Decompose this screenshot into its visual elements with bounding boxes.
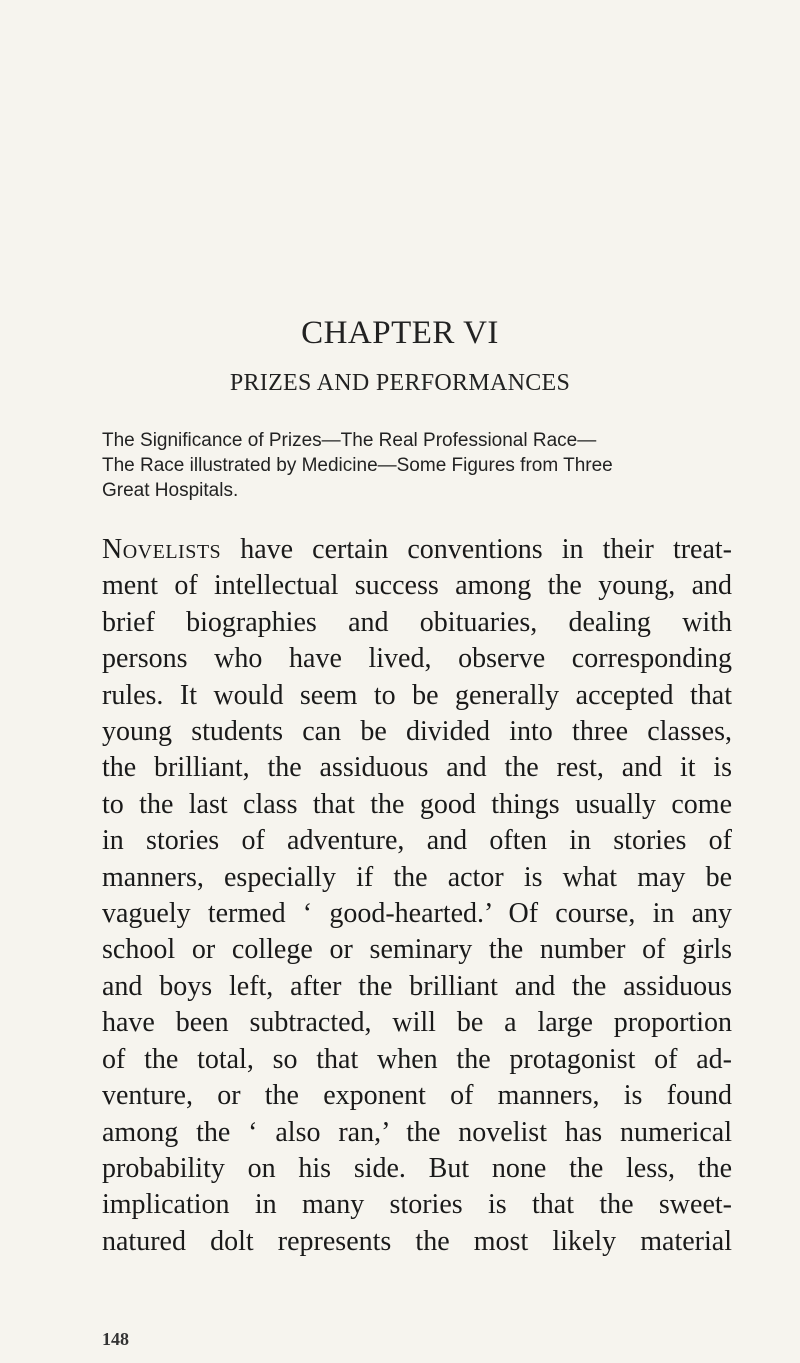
body-line: school or college or seminary the number of girls xyxy=(102,934,732,966)
page-number: 148 xyxy=(102,1329,129,1349)
body-line: brief biographies and obituaries, dealing with xyxy=(102,606,732,638)
body-line: vaguely termed ‘ good-hearted.’ Of course, in any xyxy=(102,898,732,930)
body-line xyxy=(102,532,732,568)
body-line: of the total, so that when the protagonist of ad- xyxy=(102,1043,732,1075)
body-line: persons who have lived, observe corresponding xyxy=(102,643,732,675)
body-line-text: have certain conventions in their treat- xyxy=(221,534,732,565)
chapter-heading: CHAPTER VI xyxy=(301,315,499,351)
body-line: natured dolt represents the most likely material xyxy=(102,1225,732,1257)
opening-word: Novelists xyxy=(102,534,222,565)
summary-line: Great Hospitals. xyxy=(102,480,239,501)
summary-line: The Race illustrated by Medicine—Some Figures from Three xyxy=(102,455,613,476)
body-line: manners, especially if the actor is what may be xyxy=(102,861,732,893)
body-line: the brilliant, the assiduous and the rest, and it is xyxy=(102,752,732,784)
body-line: to the last class that the good things usually come xyxy=(102,788,732,820)
body-line: venture, or the exponent of manners, is found xyxy=(102,1080,732,1112)
body-line: rules. It would seem to be generally accepted that xyxy=(102,679,732,711)
body-line: among the ‘ also ran,’ the novelist has numerical xyxy=(102,1116,732,1148)
body-line: implication in many stories is that the sweet- xyxy=(102,1189,732,1221)
body-line: ment of intellectual success among the young, and xyxy=(102,570,732,602)
summary-line: The Significance of Prizes—The Real Professional Race— xyxy=(102,430,597,451)
body-text xyxy=(102,532,732,1260)
body-line: have been subtracted, will be a large proportion xyxy=(102,1007,732,1039)
body-line: in stories of adventure, and often in stories of xyxy=(102,825,732,857)
chapter-title: PRIZES AND PERFORMANCES xyxy=(229,370,571,396)
chapter-summary xyxy=(102,428,742,503)
body-line: probability on his side. But none the less, the xyxy=(102,1152,732,1184)
body-line: young students can be divided into three classes, xyxy=(102,716,732,748)
body-line: and boys left, after the brilliant and the assiduous xyxy=(102,970,732,1002)
